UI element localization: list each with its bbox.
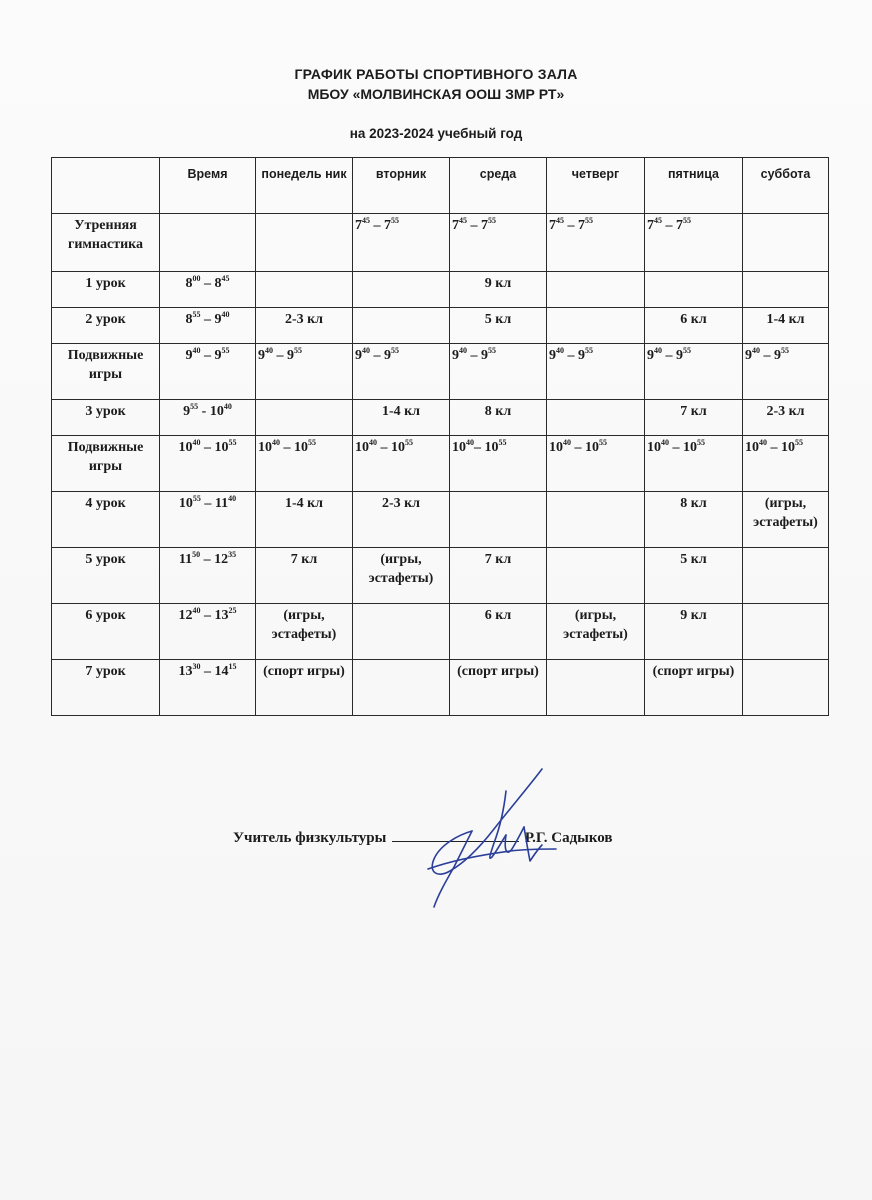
schedule-cell: $10^{40} - 10^{55}$ xyxy=(256,436,353,492)
schedule-cell: $10^{40}-$ $10^{55}$ xyxy=(450,436,547,492)
schedule-cell xyxy=(450,492,547,548)
schedule-cell: 1-4 кл xyxy=(353,400,450,436)
schedule-cell: 6 кл xyxy=(645,308,743,344)
schedule-cell xyxy=(547,400,645,436)
schedule-cell: 1-4 кл xyxy=(743,308,829,344)
schedule-cell xyxy=(547,548,645,604)
schedule-cell: (игры, эстафеты) xyxy=(743,492,829,548)
schedule-cell xyxy=(743,604,829,660)
schedule-cell: $10^{40} - 10^{55}$ xyxy=(353,436,450,492)
table-row xyxy=(52,548,829,604)
schedule-cell: 7 кл xyxy=(450,548,547,604)
schedule-cell: 6 кл xyxy=(450,604,547,660)
schedule-cell: $10^{40} - 10^{55}$ xyxy=(743,436,829,492)
schedule-cell xyxy=(547,492,645,548)
lesson-label: 6 урок xyxy=(52,604,160,660)
schedule-cell: (игры, эстафеты) xyxy=(547,604,645,660)
schedule-cell xyxy=(353,272,450,308)
column-header: вторник xyxy=(353,158,450,214)
column-header: пятница xyxy=(645,158,743,214)
schedule-cell xyxy=(645,272,743,308)
column-header: понедель ник xyxy=(256,158,353,214)
schedule-cell: $7^{45} - 7^{55}$ xyxy=(645,214,743,272)
table-row xyxy=(52,308,829,344)
table-row xyxy=(52,272,829,308)
schedule-cell xyxy=(353,660,450,716)
schedule-cell: 5 кл xyxy=(450,308,547,344)
schedule-cell xyxy=(256,272,353,308)
column-header: Время xyxy=(160,158,256,214)
column-header xyxy=(52,158,160,214)
schedule-cell: $9^{40} - 9^{55}$ xyxy=(645,344,743,400)
schedule-cell: $10^{40} - 10^{55}$ xyxy=(645,436,743,492)
schedule-cell xyxy=(547,272,645,308)
schedule-cell xyxy=(743,548,829,604)
schedule-cell: (спорт игры) xyxy=(645,660,743,716)
lesson-label: 3 урок xyxy=(52,400,160,436)
schedule-cell xyxy=(743,272,829,308)
schedule-table xyxy=(51,157,829,716)
academic-year: на 2023-2024 учебный год xyxy=(349,126,523,141)
schedule-cell: $9^{40} - 9^{55}$ xyxy=(353,344,450,400)
schedule-cell: $10^{40} - 10^{55}$ xyxy=(547,436,645,492)
time-cell: $13^{30} - 14^{15}$ xyxy=(160,660,256,716)
table-row xyxy=(52,436,829,492)
lesson-label: 5 урок xyxy=(52,548,160,604)
schedule-cell xyxy=(547,308,645,344)
time-cell: $12^{40} - 13^{25}$ xyxy=(160,604,256,660)
table-row xyxy=(52,344,829,400)
table-row xyxy=(52,492,829,548)
time-cell: $8^{55} - 9^{40}$ xyxy=(160,308,256,344)
schedule-cell: (спорт игры) xyxy=(256,660,353,716)
schedule-cell: $7^{45} - 7^{55}$ xyxy=(450,214,547,272)
schedule-cell: 9 кл xyxy=(645,604,743,660)
schedule-cell: 8 кл xyxy=(645,492,743,548)
schedule-cell: 2-3 кл xyxy=(256,308,353,344)
schedule-cell xyxy=(256,400,353,436)
schedule-cell: $9^{40} - 9^{55}$ xyxy=(547,344,645,400)
schedule-cell: 7 кл xyxy=(645,400,743,436)
column-header: четверг xyxy=(547,158,645,214)
schedule-cell: 2-3 кл xyxy=(743,400,829,436)
schedule-cell xyxy=(353,308,450,344)
schedule-cell xyxy=(743,214,829,272)
time-cell: $9^{55} - 10^{40}$ xyxy=(160,400,256,436)
lesson-label: Подвижные игры xyxy=(52,344,160,400)
time-cell: $11^{50} - 12^{35}$ xyxy=(160,548,256,604)
column-header: суббота xyxy=(743,158,829,214)
table-row xyxy=(52,214,829,272)
schedule-cell: $9^{40} - 9^{55}$ xyxy=(450,344,547,400)
header-row xyxy=(52,158,829,214)
signer-position: Учитель физкультуры xyxy=(233,830,387,846)
schedule-cell: 1-4 кл xyxy=(256,492,353,548)
schedule-cell: $9^{40} - 9^{55}$ xyxy=(256,344,353,400)
schedule-cell: 2-3 кл xyxy=(353,492,450,548)
time-cell: $9^{40} - 9^{55}$ xyxy=(160,344,256,400)
lesson-label: 7 урок xyxy=(52,660,160,716)
schedule-cell: $9^{40} - 9^{55}$ xyxy=(743,344,829,400)
schedule-cell xyxy=(743,660,829,716)
column-header: среда xyxy=(450,158,547,214)
schedule-cell: $7^{45} - 7^{55}$ xyxy=(353,214,450,272)
table-row xyxy=(52,400,829,436)
lesson-label: Утренняя гимнастика xyxy=(52,214,160,272)
schedule-cell: 7 кл xyxy=(256,548,353,604)
lesson-label: 4 урок xyxy=(52,492,160,548)
schedule-cell xyxy=(256,214,353,272)
time-cell: $10^{55} - 11^{40}$ xyxy=(160,492,256,548)
schedule-cell: (игры, эстафеты) xyxy=(353,548,450,604)
table-row xyxy=(52,604,829,660)
schedule-cell xyxy=(353,604,450,660)
school-name: МБОУ «МОЛВИНСКАЯ ООШ ЗМР РТ» xyxy=(307,86,565,102)
time-cell: $8^{00} - 8^{45}$ xyxy=(160,272,256,308)
schedule-cell: $7^{45} - 7^{55}$ xyxy=(547,214,645,272)
schedule-cell: (спорт игры) xyxy=(450,660,547,716)
signer-name: Р.Г. Садыков xyxy=(524,830,613,846)
lesson-label: 1 урок xyxy=(52,272,160,308)
schedule-cell: 5 кл xyxy=(645,548,743,604)
schedule-cell: (игры, эстафеты) xyxy=(256,604,353,660)
table-row xyxy=(52,660,829,716)
schedule-cell xyxy=(547,660,645,716)
lesson-label: 2 урок xyxy=(52,308,160,344)
schedule-cell: 9 кл xyxy=(450,272,547,308)
time-cell xyxy=(160,214,256,272)
handwritten-signature xyxy=(410,765,560,915)
lesson-label: Подвижные игры xyxy=(52,436,160,492)
document-title: ГРАФИК РАБОТЫ СПОРТИВНОГО ЗАЛА xyxy=(294,66,578,82)
schedule-cell: 8 кл xyxy=(450,400,547,436)
time-cell: $10^{40} - 10^{55}$ xyxy=(160,436,256,492)
